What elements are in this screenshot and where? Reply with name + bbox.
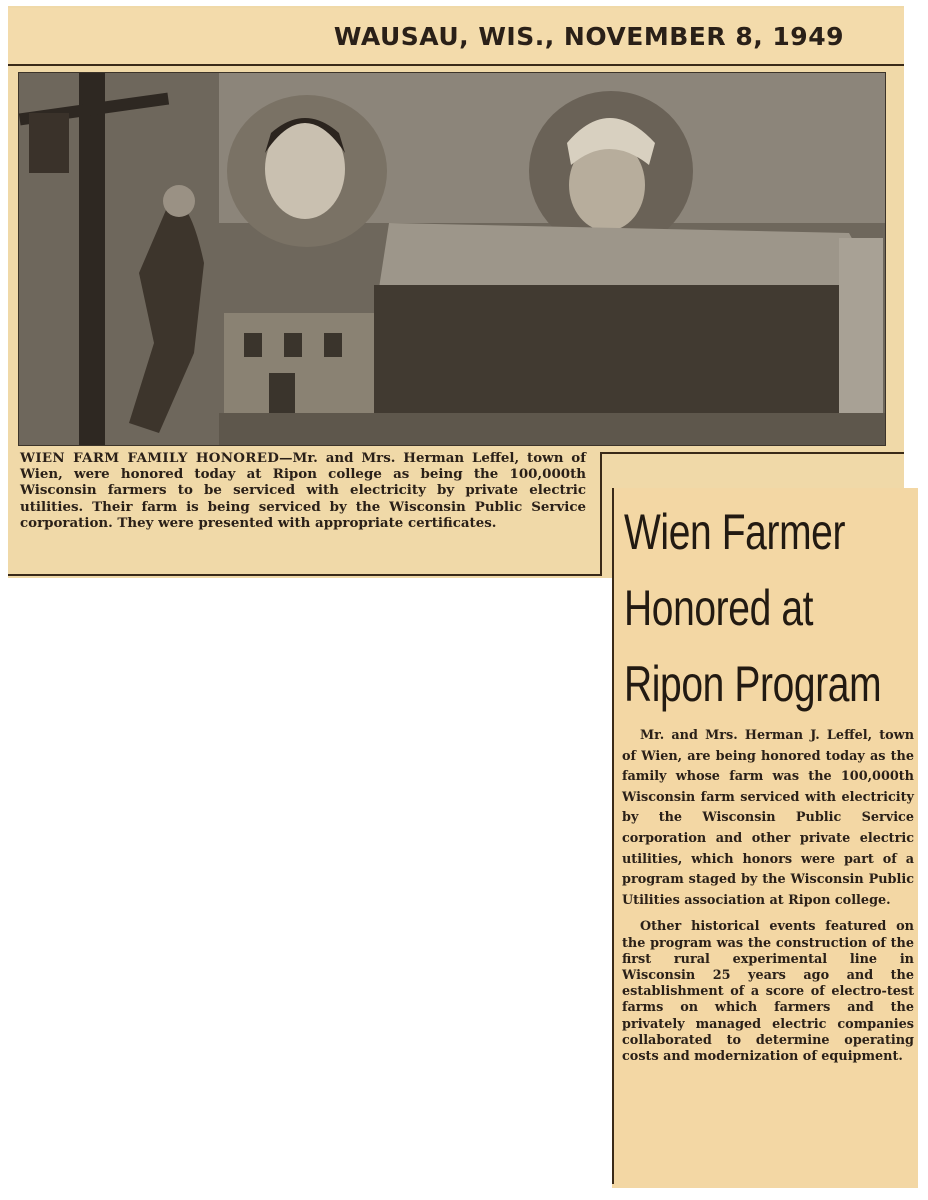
caption-bottom-rule [8,574,600,576]
headline-line-3: Ripon Program [624,656,882,712]
article-headline [624,494,882,722]
article-paragraph-2: Other historical events featured on the program was the construction of the first rural experimental line in Wisconsin 25 years ago and the establishment of a score of electro-test farms on which farmers and the privately managed electric companies collaborated to determine operating costs and modernization of equipment. [622,919,914,1064]
photo-caption [20,450,586,531]
article-body [622,726,914,1065]
photo-illustration [19,73,885,445]
caption-lead: WIEN FARM FAMILY HONORED [20,450,280,466]
article-paragraph-1: Mr. and Mrs. Herman J. Leffel, town of Wien, are being honored today as the family whose farm was the 100,000th Wisconsin farm serviced with electricity by the Wisconsin Public Service corporation and other private electric utilities, which honors were part of a program staged by the Wisconsin Public Utilities association at Ripon college. [622,728,914,908]
headline-line-1: Wien Farmer [624,504,846,560]
headline-line-2: Honored at [624,580,814,636]
news-photo [18,72,886,446]
photo-bottom-rule [600,452,904,454]
caption-text: —Mr. and Mrs. Herman Leffel, town of Wien, were honored today at Ripon college as being the 100,000th Wisconsin farmers to be serviced with electricity by private electric utilities. Their farm is being serviced by the Wisconsin Public Service corporation. They were presented with appropriate certificates. [20,450,586,531]
dateline: WAUSAU, WIS., NOVEMBER 8, 1949 [333,22,844,51]
caption-right-rule [600,452,602,576]
article-column-rule [612,488,614,1184]
dateline-bar [8,8,904,66]
